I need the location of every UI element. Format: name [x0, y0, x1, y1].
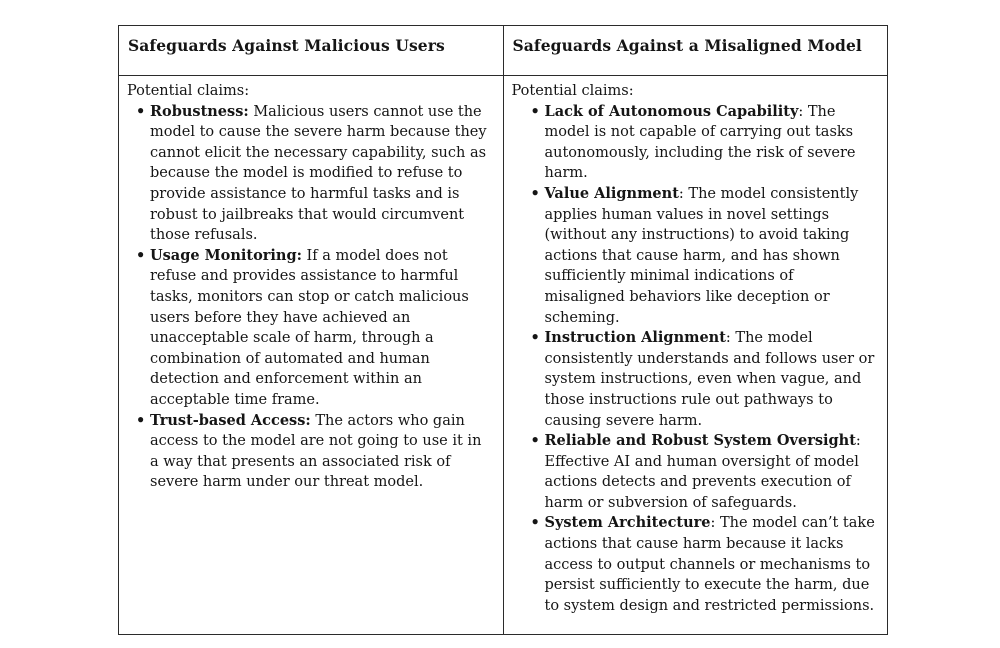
- table-header-row: [119, 26, 888, 76]
- claim-term: Reliable and Robust System Oversight: [544, 432, 856, 450]
- claim-term: Usage Monitoring:: [150, 246, 302, 264]
- col-header-malicious-users: Safeguards Against Malicious Users: [119, 26, 504, 76]
- potential-claims-label-right: Potential claims:: [511, 83, 634, 99]
- claim-item: • Value Alignment: The model consistently applies human values in novel settings (without any instructions) to avoid taking actions that cause harm, and has shown sufficiently minimal indications of misaligned behaviors like deception or scheming.: [531, 184, 879, 328]
- table-body-row: [119, 76, 888, 635]
- claim-item: • Reliable and Robust System Oversight: Effective AI and human oversight of model actions detects and prevents execution of harm or subversion of safeguards.: [531, 431, 879, 513]
- claim-item: • Usage Monitoring: If a model does not refuse and provides assistance to harmful tasks, monitors can stop or catch malicious users before they have achieved an unacceptable scale of harm, through a combination of automated and human detection and enforcement within an acceptable time frame.: [136, 246, 494, 411]
- safeguards-table: [118, 25, 888, 635]
- claims-list-misaligned-model: [512, 102, 879, 617]
- potential-claims-label-left: Potential claims:: [127, 83, 250, 99]
- claim-term: Robustness:: [150, 102, 249, 120]
- claim-term: System Architecture: [544, 514, 711, 532]
- claim-term: Value Alignment: [544, 184, 679, 202]
- claim-item: • Instruction Alignment: The model consistently understands and follows user or system instructions, even when vague, and those instructions rule out pathways to causing severe harm.: [531, 328, 879, 431]
- claim-item: • Lack of Autonomous Capability: The model is not capable of carrying out tasks autonomously, including the risk of severe harm.: [531, 102, 879, 184]
- claim-term: Trust-based Access:: [150, 411, 311, 429]
- claims-list-malicious-users: [127, 102, 494, 493]
- claim-term: Lack of Autonomous Capability: [544, 102, 799, 120]
- claim-item: • Trust-based Access: The actors who gain access to the model are not going to use it in a way that presents an associated risk of severe harm under our threat model.: [136, 411, 494, 493]
- claim-item: • System Architecture: The model can’t take actions that cause harm because it lacks access to output channels or mechanisms to persist sufficiently to execute the harm, due to system design and restricted permissions.: [531, 513, 879, 616]
- claim-term: Instruction Alignment: [544, 329, 726, 347]
- col-body-malicious-users: [119, 76, 504, 635]
- claim-item: • Robustness: Malicious users cannot use the model to cause the severe harm because they cannot elicit the necessary capability, such as because the model is modified to refuse to provide assistance to harmful tasks and is robust to jailbreaks that would circumvent those refusals.: [136, 102, 494, 246]
- col-body-misaligned-model: [503, 76, 888, 635]
- col-header-misaligned-model: Safeguards Against a Misaligned Model: [503, 26, 888, 76]
